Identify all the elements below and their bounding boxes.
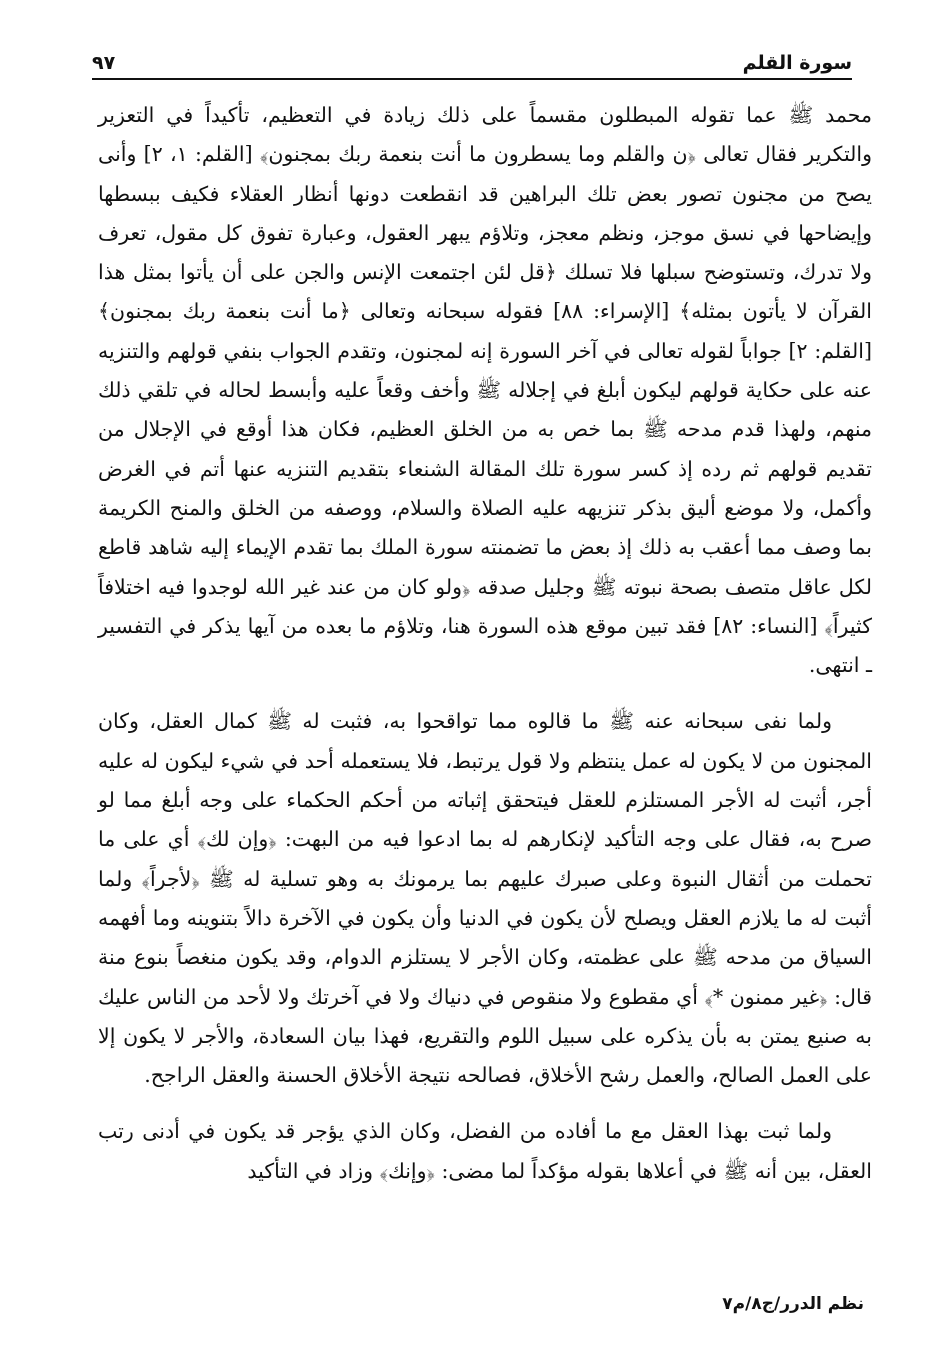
body-text — [98, 96, 872, 1191]
page-header — [92, 46, 852, 80]
surah-title: سورة القلم — [742, 52, 852, 74]
paragraph: ولما ثبت بهذا العقل مع ما أفاده من الفضل، وكان الذي يؤجر قد يكون في أدنى رتب العقل، بين أنه ﷺ في أعلاها بقوله مؤكداً لما مضى: ﴿وإنك﴾ وزاد في التأكيد — [98, 1119, 872, 1183]
signature-mark: نظم الدرر/ج٨/م٧ — [722, 1294, 864, 1314]
paragraph-continuation: محمد ﷺ عما تقوله المبطلون مقسماً على ذلك زيادة في التعظيم، تأكيداً في التعزير والتكرير فقال تعالى ﴿ن والقلم وما يسطرون ما أنت بنعمة ربك بمجنون﴾ [القلم: ١، ٢] وأنى يصح من مجنون تصور بعض تلك البراهين قد انقطعت دونها أنظار العقلاء فكيف ببسطها وإيضاحها في نسق موجز، ونظم معجز، وتلاؤم يبهر العقول، وعبارة تفوق كل مقول، تعرف ولا تدرك، وتستوضح سبلها فلا تسلك ﴿قل لئن اجتمعت الإنس والجن على أن يأتوا بمثل هذا القرآن لا يأتون بمثله﴾ [الإسراء: ٨٨] فقوله سبحانه وتعالى ﴿ما أنت بنعمة ربك بمجنون﴾ [القلم: ٢] جواباً لقوله تعالى في آخر السورة إنه لمجنون، وتقدم الجواب بنفي قولهم والتنزيه عنه على حكاية قولهم ليكون أبلغ في إجلاله ﷺ وأخف وقعاً عليه وأبسط لحاله في تلقي ذلك منهم، ولهذا قدم مدحه ﷺ بما خص به من الخلق العظيم، فكان هذا أوقع في الإجلال من تقديم قولهم ثم رده إذ كسر سورة تلك المقالة الشنعاء بتقديم التنزيه عنها أتم في الغرض وأكمل، ولا موضع أليق بذكر تنزيهه عليه الصلاة والسلام، ووصفه من الخلق والمنح الكريمة بما وصف مما أعقب به ذلك إذ بعض ما تضمنته سورة الملك بما تقدم الإيماء إليه شاهد قاطع لكل عاقل متصف بصحة نبوته ﷺ وجليل صدقه ﴿ولو كان من عند غير الله لوجدوا فيه اختلافاً كثيراً﴾ [النساء: ٨٢] فقد تبين موقع هذه السورة هنا، وتلاؤم ما بعده من آيها يذكر في التفسير ـ انتهى. — [98, 103, 872, 678]
page-number: ٩٧ — [92, 52, 116, 74]
paragraph: ولما نفى سبحانه عنه ﷺ ما قالوه مما تواقحوا به، فثبت له ﷺ كمال العقل، وكان المجنون من لا يكون له عمل ينتظم ولا قول يرتبط، فلا يستعمله أحد في شيء ليكون له عليه أجر، أثبت له الأجر المستلزم للعقل فيتحقق إثباته من أحكم الحكماء على وجه أبلغ مما لو صرح به، فقال على وجه التأكيد لإنكارهم له بما ادعوا فيه من البهت: ﴿وإن لك﴾ أي على ما تحملت من أثقال النبوة وعلى صبرك عليهم بما يرمونك به وهو تسلية له ﷺ ﴿لأجراً﴾ ولما أثبت له ما يلازم العقل ويصلح لأن يكون في الدنيا وأن يكون في الآخرة دالاً بتنوينه وما أفهمه السياق من مدحه ﷺ على عظمته، وكان الأجر لا يستلزم الدوام، وقد يكون منغصاً بنوع منة قال: ﴿غير ممنون *﴾ أي مقطوع ولا منقوص في دنياك ولا في آخرتك ولا لأحد من الناس عليك به صنيع يمتن به بأن يذكره على سبيل اللوم والتقريع، فهذا بيان السعادة، والأجر لا يكون إلا على العمل الصالح، والعمل رشح الأخلاق، فصالحه نتيجة الأخلاق الحسنة والعقل الراجح. — [98, 709, 872, 1088]
